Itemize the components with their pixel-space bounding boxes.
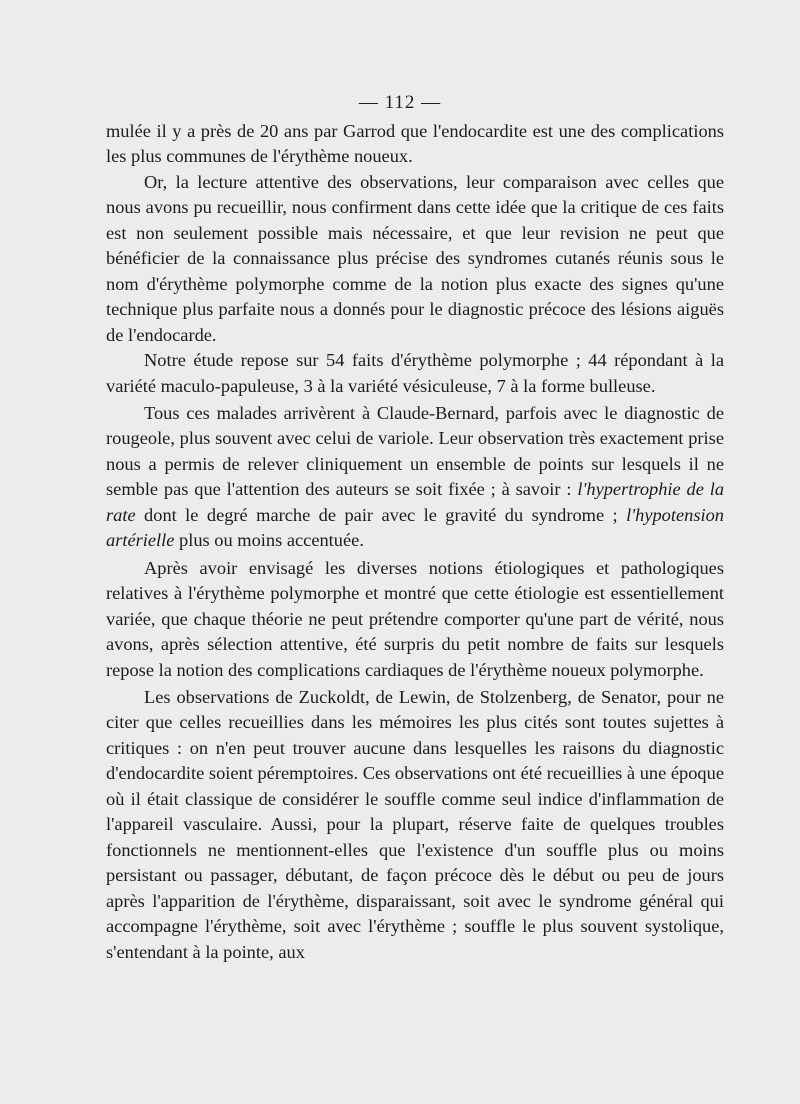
paragraph-etiology: Après avoir envisagé les diverses notions étiologiques et pathologiques relatives à l'érythème polymorphe et montré que cette étiologie est essentiellement variée, que chaque théorie ne peut prétendre comporter qu'une part de vérité, nous avons, après sélection attentive, été surpris du petit nombre de faits sur lesquels repose la notion des complications cardiaques de l'érythème noueux polymorphe. [106, 557, 724, 680]
paragraph-continuation: mulée il y a près de 20 ans par Garrod que l'endocardite est une des complications les plus communes de l'érythème noueux. [106, 121, 724, 167]
body-text [106, 119, 724, 965]
findings-italic-spleen: l'hypertrophie de la rate [106, 479, 725, 525]
findings-text-3: plus ou moins accentuée. [174, 530, 364, 551]
page-number: — 112 — [358, 92, 442, 113]
paragraph-study-basis: Notre étude repose sur 54 faits d'érythème polymorphe ; 44 répondant à la variété maculo-papuleuse, 3 à la variété vésiculeuse, 7 à la forme bulleuse. [106, 350, 724, 396]
paragraph-clinical-findings [106, 401, 724, 554]
paragraph-observations: Les observations de Zuckoldt, de Lewin, de Stolzenberg, de Senator, pour ne citer que celles recueillies dans les mémoires les plus cités sont toutes sujettes à critiques : on n'en peut trouver aucune dans lesquelles les raisons du diagnostic d'endocardite soient péremptoires. Ces observations ont été recueillies à une époque où il était classique de considérer le souffle comme seul indice d'inflammation de l'appareil vasculaire. Aussi, pour la plupart, réserve faite de quelques troubles fonctionnels ne mentionnent-elles que l'existence d'un souffle plus ou moins persistant ou passager, débutant, de façon précoce dès le début ou peu de jours après l'apparition de l'érythème, disparaissant, soit avec le syndrome général qui accompagne l'érythème, soit avec l'érythème ; souffle le plus souvent systolique, s'entendant à la pointe, aux [106, 686, 724, 962]
findings-text-1: Tous ces malades arrivèrent à Claude-Bernard, parfois avec le diagnostic de rougeole, plus souvent avec celui de variole. Leur observation très exactement prise nous a permis de relever cliniquement un ensemble de points sur lesquels il ne semble pas que l'attention des auteurs se soit fixée ; à savoir : [106, 402, 724, 500]
findings-text-2: dont le degré marche de pair avec le gravité du syndrome ; [135, 504, 627, 525]
paragraph-critique: Or, la lecture attentive des observations, leur comparaison avec celles que nous avons pu recueillir, nous confirment dans cette idée que la critique de ces faits est non seulement possible mais nécessaire, et que leur revision ne peut que bénéficier de la connaissance plus précise des syndromes cutanés réunis sous le nom d'érythème polymorphe comme de la notion plus exacte des signes qu'une technique plus parfaite nous a donnés pour le diagnostic précoce des lésions aiguës de l'endocarde. [106, 171, 724, 345]
findings-italic-hypotension: l'hypotension artérielle [106, 504, 724, 551]
